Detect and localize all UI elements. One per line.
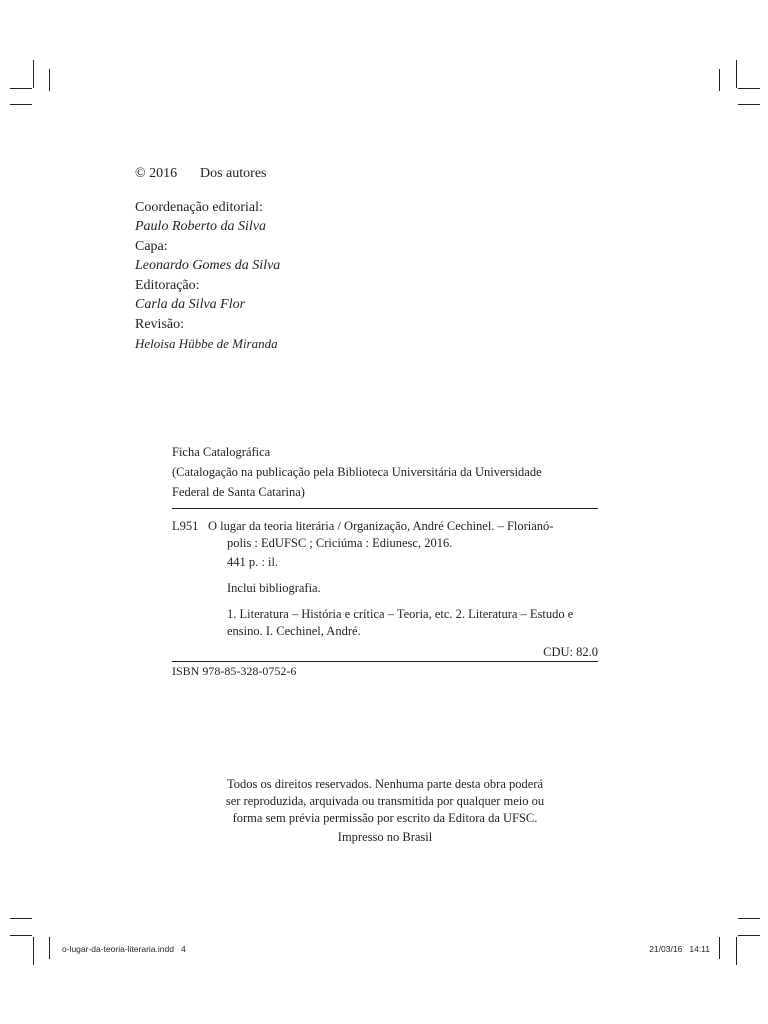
rights-line2: ser reproduzida, arquivada ou transmitida por qualquer meio ou [225, 794, 545, 808]
entry-note: Inclui bibliografia. [227, 581, 321, 595]
ficha-title: Ficha Catalográfica [172, 445, 271, 459]
credit-role: Editoração: [135, 277, 200, 293]
entry-line2: polis : EdUFSC ; Criciúma : Ediunesc, 2016. [227, 536, 453, 550]
crop-mark-top-right-inner [719, 69, 720, 91]
crop-mark-bottom-right-inner [719, 937, 720, 959]
printed-in: Impresso no Brasil [337, 830, 433, 844]
credit-person: Leonardo Gomes da Silva [135, 258, 281, 273]
crop-mark-bottom-left-inner [49, 937, 50, 959]
isbn: ISBN 978-85-328-0752-6 [172, 664, 297, 678]
slug-filename: o-lugar-da-teoria-literaria.indd 4 [62, 944, 186, 954]
catalog-entry-body [208, 518, 598, 640]
crop-mark-bottom-left-h2 [10, 935, 32, 936]
entry-subjects-line2: ensino. I. Cechinel, André. [227, 624, 361, 638]
ficha-subtitle-line2: Federal de Santa Catarina) [172, 485, 305, 499]
rights-statement [172, 776, 598, 827]
crop-mark-top-left-outer [33, 60, 34, 88]
entry-subjects-line1: 1. Literatura – História e crítica – Teoria, etc. 2. Literatura – Estudo e [227, 607, 574, 621]
crop-mark-top-right-h2 [738, 104, 760, 105]
crop-mark-bottom-right-h2 [738, 935, 760, 936]
entry-pages: 441 p. : il. [227, 555, 279, 569]
credit-person: Carla da Silva Flor [135, 297, 246, 312]
crop-mark-top-right-outer [736, 60, 737, 88]
crop-mark-top-right-h1 [738, 88, 760, 89]
entry-line1: O lugar da teoria literária / Organização, André Cechinel. – Florianó- [208, 519, 554, 533]
credits-block [135, 164, 280, 354]
rights-line3: forma sem prévia permissão por escrito da Editora da UFSC. [232, 811, 538, 825]
credit-person: Paulo Roberto da Silva [135, 219, 267, 234]
crop-mark-top-left-h2 [10, 104, 32, 105]
crop-mark-bottom-right-outer [736, 937, 737, 965]
crop-mark-top-left-h1 [10, 88, 32, 89]
rights-line1: Todos os direitos reservados. Nenhuma parte desta obra poderá [226, 777, 544, 791]
ficha-subtitle-line1: (Catalogação na publicação pela Biblioteca Universitária da Universidade [172, 465, 542, 479]
copyright-year: © 2016 [135, 166, 178, 181]
crop-mark-bottom-right-h1 [738, 918, 760, 919]
copyright-line [135, 164, 280, 184]
credit-role: Coordenação editorial: [135, 199, 263, 215]
cdu-code: CDU: 82.0 [543, 645, 598, 659]
crop-mark-bottom-left-outer [33, 937, 34, 965]
ficha-top-rule [172, 508, 598, 509]
ficha-bottom-rule [172, 661, 598, 662]
crop-mark-top-left-inner [49, 69, 50, 91]
copyright-holder: Dos autores [200, 166, 267, 181]
call-number: L951 [172, 519, 199, 533]
ficha-catalografica-heading [172, 442, 598, 502]
credit-role: Revisão: [135, 316, 184, 332]
crop-mark-bottom-left-h1 [10, 918, 32, 919]
slug-datetime: 21/03/16 14:11 [649, 944, 710, 954]
catalog-entry [172, 518, 598, 661]
credit-role: Capa: [135, 238, 168, 254]
credit-person: Heloisa Hübbe de Miranda [135, 336, 278, 351]
